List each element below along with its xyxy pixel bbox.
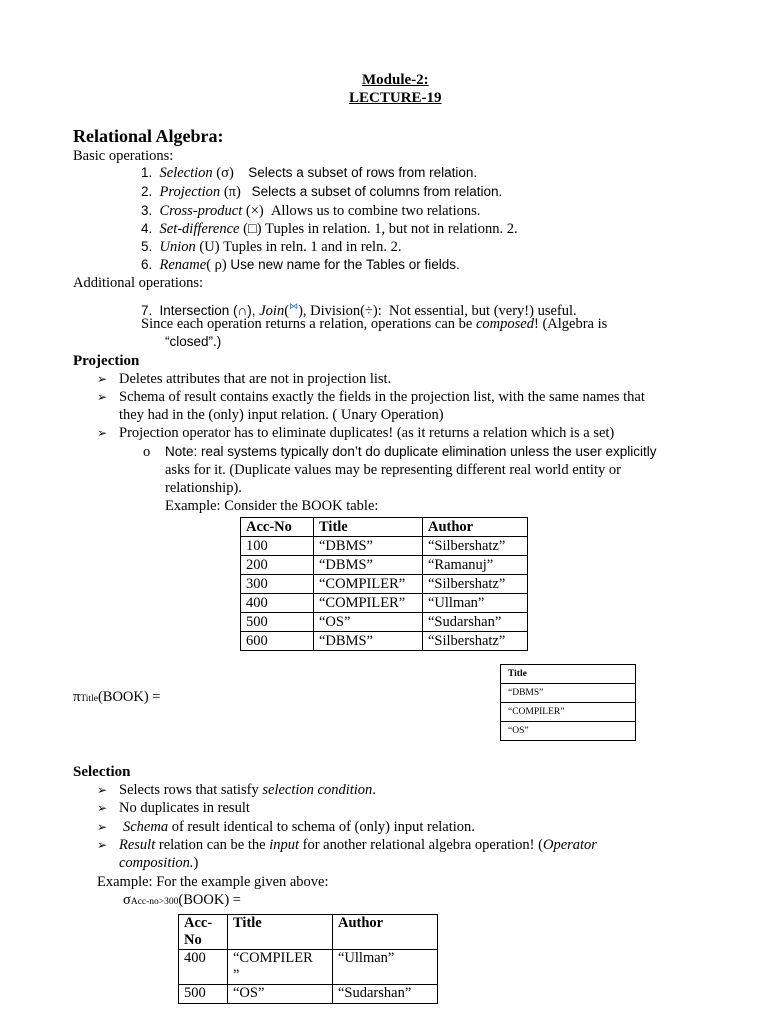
section-title-projection: Projection — [73, 353, 140, 369]
arrow-bullet-icon: ➢ — [97, 783, 108, 797]
table-row — [501, 684, 636, 703]
additional-operations-label: Additional operations: — [73, 275, 204, 291]
projection-bullet-1: Deletes attributes that are not in projection list. — [119, 371, 392, 387]
arrow-bullet-icon: ➢ — [97, 390, 108, 404]
basic-operations-label: Basic operations: — [73, 148, 174, 164]
table-row — [241, 537, 528, 556]
table-row — [501, 722, 636, 741]
selection-bullet-1: Selects rows that satisfy selection condition. — [119, 782, 376, 798]
table-cell: “Sudarshan” — [333, 985, 438, 1004]
table-cell: “COMPILER” — [501, 703, 636, 722]
projected-title-table — [500, 664, 636, 741]
table-header-row — [241, 518, 528, 537]
table-cell: “DBMS” — [501, 684, 636, 703]
column-header: Title — [228, 915, 333, 950]
arrow-bullet-icon: ➢ — [97, 820, 108, 834]
column-header: Acc-No — [241, 518, 314, 537]
table-cell: “Silbershatz” — [423, 537, 528, 556]
projection-bullet-3: Projection operator has to eliminate duplicates! (as it returns a relation which is a set) — [119, 425, 615, 441]
table-row — [241, 632, 528, 651]
table-row — [501, 703, 636, 722]
table-cell: “Ullman” — [423, 594, 528, 613]
join-icon: ⋈ — [289, 301, 299, 311]
table-cell: “DBMS” — [314, 537, 423, 556]
arrow-bullet-icon: ➢ — [97, 426, 108, 440]
table-header-row — [179, 915, 438, 950]
table-cell: “OS” — [314, 613, 423, 632]
section-title-selection: Selection — [73, 764, 131, 780]
table-cell: “Silbershatz” — [423, 632, 528, 651]
table-cell: 400 — [241, 594, 314, 613]
table-row — [241, 556, 528, 575]
table-row — [241, 594, 528, 613]
table-cell: “COMPILER” — [314, 575, 423, 594]
selection-bullet-3: Schema of result identical to schema of (only) input relation. — [123, 819, 475, 835]
list-item: 7. Intersection (∩), Join(⋈), Division(÷): Not essential, but (very!) useful. — [141, 301, 577, 319]
table-cell: “Ramanuj” — [423, 556, 528, 575]
table-cell: 600 — [241, 632, 314, 651]
selection-bullet-2: No duplicates in result — [119, 800, 250, 816]
selection-expression: σAcc-no>300(BOOK) = — [123, 892, 241, 908]
list-item: 4. Set-difference (□) Tuples in relation. 1, but not in relationn. 2. — [141, 221, 518, 237]
table-cell: “DBMS” — [314, 632, 423, 651]
projection-bullet-2-cont: they had in the (only) input relation. ( Unary Operation) — [119, 407, 444, 423]
table-cell: 500 — [241, 613, 314, 632]
example-label: Example: Consider the BOOK table: — [165, 498, 379, 514]
list-item: 5. Union (U) Tuples in reln. 1 and in reln. 2. — [141, 239, 402, 255]
closed-note: “closed”.) — [165, 334, 222, 349]
note-line-3: relationship). — [165, 480, 242, 496]
table-cell: 100 — [241, 537, 314, 556]
table-header-row — [501, 665, 636, 684]
column-header: Author — [333, 915, 438, 950]
selection-bullet-4-cont: composition.) — [119, 855, 199, 871]
list-item: 3. Cross-product (×) Allows us to combine two relations. — [141, 203, 481, 219]
table-cell: 200 — [241, 556, 314, 575]
table-cell: “Ullman” — [333, 950, 438, 985]
table-cell: “COMPILER” — [314, 594, 423, 613]
table-row — [241, 575, 528, 594]
table-row — [179, 985, 438, 1004]
arrow-bullet-icon: ➢ — [97, 838, 108, 852]
selection-example-label: Example: For the example given above: — [97, 874, 329, 890]
table-cell: “OS” — [501, 722, 636, 741]
list-item: 1. Selection (σ) Selects a subset of rows from relation. — [141, 165, 478, 181]
table-cell: 400 — [179, 950, 228, 985]
projection-bullet-2: Schema of result contains exactly the fields in the projection list, with the same names that — [119, 389, 645, 405]
composition-note: Since each operation returns a relation, operations can be composed! (Algebra is — [141, 316, 608, 332]
column-header: Title — [314, 518, 423, 537]
table-cell: 300 — [241, 575, 314, 594]
arrow-bullet-icon: ➢ — [97, 372, 108, 386]
table-cell: “DBMS” — [314, 556, 423, 575]
table-cell: “Sudarshan” — [423, 613, 528, 632]
note-line-2: asks for it. (Duplicate values may be representing different real world entity or — [165, 462, 621, 478]
section-title-relational-algebra: Relational Algebra: — [73, 126, 224, 146]
list-item: 6. Rename( ρ) Use new name for the Tables or fields. — [141, 257, 460, 273]
projection-expression: πTitle(BOOK) = — [73, 689, 161, 705]
sub-bullet-icon: o — [143, 444, 151, 460]
table-cell: “COMPILER ” — [228, 950, 333, 985]
table-cell: 500 — [179, 985, 228, 1004]
book-table — [240, 517, 528, 651]
table-row — [241, 613, 528, 632]
lecture-heading: LECTURE-19 — [349, 90, 442, 106]
table-cell: “OS” — [228, 985, 333, 1004]
selection-bullet-4: Result relation can be the input for another relational algebra operation! (Operator — [119, 837, 597, 853]
table-row — [179, 950, 438, 985]
column-header: Title — [501, 665, 636, 684]
arrow-bullet-icon: ➢ — [97, 801, 108, 815]
module-heading: Module-2: — [362, 72, 429, 88]
table-cell: “Silbershatz” — [423, 575, 528, 594]
note-line-1: Note: real systems typically don’t do duplicate elimination unless the user explicitly — [165, 444, 657, 459]
list-item: 2. Projection (π) Selects a subset of columns from relation. — [141, 184, 503, 200]
column-header: Author — [423, 518, 528, 537]
column-header: Acc- No — [179, 915, 228, 950]
selection-result-table — [178, 914, 438, 1004]
